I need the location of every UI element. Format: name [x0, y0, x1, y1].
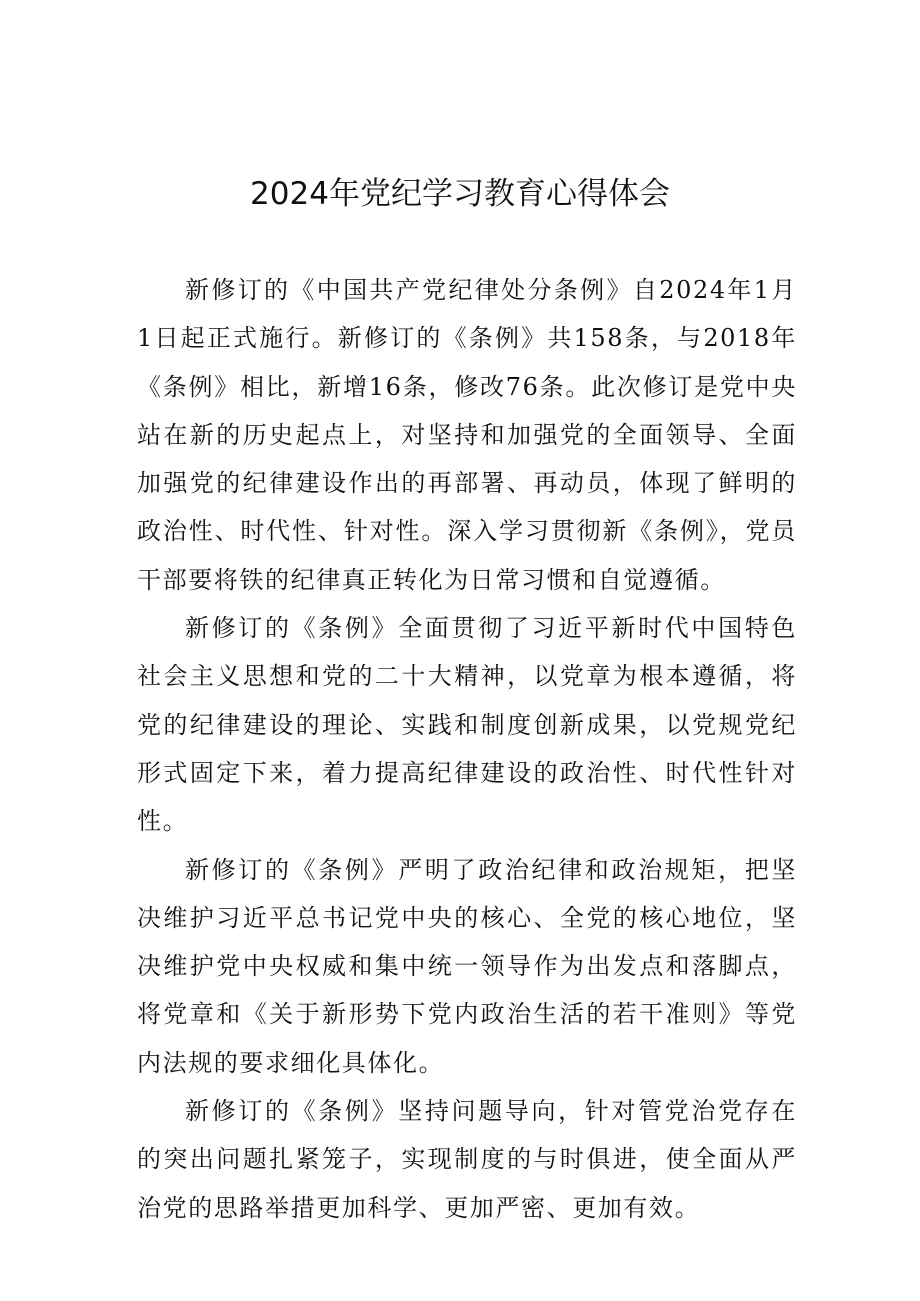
- paragraph-2: 新修订的《条例》全面贯彻了习近平新时代中国特色社会主义思想和党的二十大精神，以党章为根本遵循，将党的纪律建设的理论、实践和制度创新成果，以党规党纪形式固定下来，着力提高纪律建设的政治性、时代性针对性。: [137, 614, 797, 836]
- paragraph-1: 新修订的《中国共产党纪律处分条例》自2024年1月1日起正式施行。新修订的《条例》共158条，与2018年《条例》相比，新增16条，修改76条。此次修订是党中央站在新的历史起点上，对坚持和加强党的全面领导、全面加强党的纪律建设作出的再部署、再动员，体现了鲜明的政治性、时代性、针对性。深入学习贯彻新《条例》，党员干部要将铁的纪律真正转化为日常习惯和自觉遵循。: [137, 276, 797, 594]
- paragraph-3: 新修订的《条例》严明了政治纪律和政治规矩，把坚决维护习近平总书记党中央的核心、全党的核心地位，坚决维护党中央权威和集中统一领导作为出发点和落脚点，将党章和《关于新形势下党内政治生活的若干准则》等党内法规的要求细化具体化。: [137, 855, 797, 1077]
- document-body: [137, 266, 797, 1232]
- document-title: 2024年党纪学习教育心得体会: [250, 176, 670, 212]
- paragraph-4: 新修订的《条例》坚持问题导向，针对管党治党存在的突出问题扎紧笼子，实现制度的与时俱进，使全面从严治党的思路举措更加科学、更加严密、更加有效。: [137, 1097, 797, 1222]
